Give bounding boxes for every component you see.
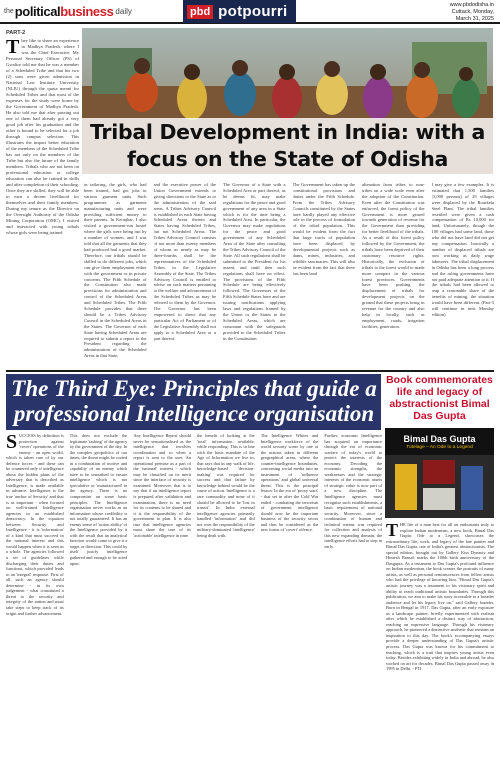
book-story-text: HE life of a man best for all art enthusiasts truly to explore Indian modernism, a new book, Bimal Das Gupta: Ode to a Legend, showcases the extraordinary life, work, and legacy of the late painter and Bimal Das Gupta, one of India's greatest abstractionists. The special edition, brought out by Gallery Kiss Dynasty and Himesh Bansal, marks the 100th birth anniversary of the Dasgupta. As a testament to Das Gupta's profound influence on Indian modernism, the book creates the portraits of many artists, as well as personal reminiscences from fellow artists who had the privilege of knowing him. "Bimal Das Gupta's artistic journey was a testament to his visionary spirit and ability to reach traditional artistic boundaries. Through this publication, we aim to make his story accessible to a broader audience and let his legacy live on," said Gallery founder. Born in Bengal in 1917, Das Gupta, after an early exposure as a landscape painter, briefly experimented with realism after which he established a distinct way of abstraction, reaching an expressive language. Through his visionary approach, he pioneered a distinctive aesthetic that remains an inspiration to this day. The book's accompanying essays provide a deeper understanding of Das Gupta's artistic process. Das Gupta was known for his commitment to teaching, which is a trait that inspires young artists even today. Besides exhibiting widely in India and abroad, he also worked on art for decades. Bimal Das Gupta passed away in 1995 in Delhi. - PTI bbox=[386, 522, 494, 672]
logo-daily: daily bbox=[115, 7, 132, 16]
masthead-info bbox=[450, 2, 494, 23]
drop-cap: T bbox=[6, 36, 20, 58]
third-eye-column-1 bbox=[6, 433, 64, 767]
drop-cap: S bbox=[6, 433, 18, 453]
feature-column-4: The Government has taken up the constitutional provisions and duties under the Fifth Schedule. From the Tribes Advisory Councils constituted by the States have hardly played any effective role in the process of formulation of the tribal population. This would be evident from the fact that large tracts of population have been displaced by developmental projects such as dams, mines, industries, and wildlife sanctuaries. This will also be evident from the fact that there has been land bbox=[292, 182, 355, 276]
left-column-text: hey like to share an experience in Madhya Pradesh, where I was the Chief Executive, My Personal Secretary Officer (PS) of Gwalior told me that he was a member of a Scheduled Tribe and that his two (2) sons were given admission in National Law Institute University (NLIU) through the quota meant for Scheduled Tribes and that most of the expenses for the study were borne by the Government of Madhya Pradesh. He also told me that after passing out one of them had already got a very good job after his graduation and the other is bound to be selected for a job through campus selection. This illustrates the impact better education of the members of the Scheduled Tribe has not only on the members of the Tribe but also the future of the family members. Tribals who are not keen on professional education or college education can also be trained in skills and after completion of their schooling. Once they are skilled, they will be able to earn a decent livelihood for themselves and their family members. During my tenure as the Director on the Oversight Authority of the Odisha Mining Corporation (OMC), I visited and interacted with young tribals whose girls were being trained bbox=[6, 38, 79, 235]
website-link[interactable]: www.pbdodisha.in bbox=[449, 2, 494, 8]
drop-cap: T bbox=[386, 522, 399, 540]
book-cover-image bbox=[385, 428, 494, 518]
third-eye-column-1-text: UCCESS by definition is protection against 'covert' operations of the enemy - an open world, which is taken care of by our defence forces - and these can be countered only if intelligence about the hidden plans of the adversary that is described as Intelligence, is made available in advance. Intelligence is the true 'anchor of Security' and that is as important - when focused on well-trained Intelligence agencies in an established democracy. In the equation between Security and Intelligence - it is 'information' of a kind that must succeed in the national interest and this would happen when it is seen as a whole. The agencies followed a set of guidelines while discharging their duties and functions, which provided leads to an 'integral' response. First of all, such an agency should determine - in its own judgement - what constituted a threat to the security and integrity of the nation and must take steps to keep track of its origin and further advancement. bbox=[6, 433, 64, 616]
logo-the: the bbox=[4, 8, 14, 15]
book-cover-subtitle: Tutelage – An Ode to a Legend bbox=[406, 445, 473, 450]
newspaper-logo[interactable] bbox=[4, 3, 132, 20]
feature-column-3: The Governor of a State with a Scheduled Area or part thereof, as he deems fit, may make regulations for the peace and good government of any area in a State which is for the time being a Scheduled Area. In particular, the Governor may make regulations for the peace and good government of any Scheduled Area of the State after consulting the Tribes Advisory Council of the State. All such regulations shall be submitted to the President for his assent, and until then such regulations shall have no effect. The provisions of the Fifth Schedule are being effectively followed. The Governors of the Fifth Schedule States have and are issuing notifications applying laws and regulations framed by the Union or the States to the Scheduled Areas, which are consonant with the safeguards provided to the Scheduled Tribes in the Constitution. bbox=[223, 182, 286, 341]
third-eye-column-5: The Intelligence Whites and Intelligence workforce of the world security scene by one of the actions taken in different geographical areas, where the counter-intelligence boundaries, concerning social media into an instrument of 'influence operations' and global universal threat. This is the principal lesson. In the era of 'proxy wars' - that set in after the Cold War ended - combating the terrorism of government intelligence should now be the important business of the security sector and thus be considered as the new forms of 'covert' offence. bbox=[260, 433, 319, 533]
section-banner bbox=[183, 0, 296, 23]
book-cover-title: Bimal Das Gupta bbox=[403, 434, 476, 444]
logo-political: political bbox=[14, 4, 61, 19]
feature-column-5: alienation from tribes to non-tribes on a wide scale even after the adoption of the Constitution. Even after the Constitution was enforced, the forest policy of the Government is more geared towards generation of revenue for the Government than providing for better livelihood of the tribals. As a result of this forest policy followed by the Government, the tribals have been deprived of their customary resource rights. Historically, the exclusion of tribals to the forest would to made more compact in the various forest provinces. Governments have been pushing the displacement of tribals for development projects on the ground that these projects bring in revenue for the country and also help in locally, such as employment, roads, irrigation facilities, generation. bbox=[362, 182, 425, 329]
edition-date: March 31, 2025 bbox=[455, 16, 494, 22]
third-eye-column-3: Any Intelligence Report should never be sensationalised as the intelligence that involves coordination and so when a report is sent to the user. An operational premise as a part of the 'national' interest - which may be classified on its merit since the interface of security is examined. Moreover, that is to say that if an intelligence report is prepared after validation and examination, there is no need for its contents to be shared and it is the responsibility of the government to plan. It is also true that intelligence agencies must share the true of its 'actionable' intelligence in time. bbox=[133, 433, 192, 538]
third-eye-column-2: This does not exclude the legitimate 'tasking' of the agency by the government of the day. In the complex geopolitics of our times, the threat might be rooted in a combination of motive and capability of an enemy which have to be unearthed to ensure intelligence which is not speculative or 'manufactured' in the agency. There is no compromise on some basic principles. The Intelligence organisation never works as an information whose credibility is not totally guaranteed. It has an enemy sense of 'action ability' of the Intelligence provided by it with the result that an analytical function would come to give it a target or direction. This could by itself justify intelligence gathered and enough to be acted upon. bbox=[69, 433, 128, 566]
third-eye-headline: The Third Eye: Principles that guide a professional Intelligence organisation bbox=[11, 376, 377, 426]
masthead bbox=[0, 0, 500, 24]
third-eye-body bbox=[6, 433, 382, 767]
third-eye-column-6: Further, economic Intelligence has acquired an importance through the era of economic warfare of today's world to protect the interests of the economy. Decoding the economic strengths, the weaknesses and the strategic interests of the economic assets of strategic value is now part of a new discipline. The Intelligence agencies must recognise such establishments, a basic requirement of national security. Moreover, since a combination of human and technical means was required for collection and analysis of this new expanding domain, the intelligence efforts had to step in early. bbox=[324, 433, 383, 549]
section-name: potpourri bbox=[218, 3, 288, 20]
logo-business: business bbox=[60, 4, 114, 19]
edition-city: Cuttack, Monday, bbox=[451, 9, 494, 15]
feature-column-1: in tailoring, the girls, who had been trained, had got jobs in various garment units. Such programmes as garments manufacturing units and were providing sufficient money to their parents. In Keonjhar, I also visited a government-run hostel where the girls were being run by a number of women, and I was told that all the garments that they had produced had a good market. Therefore, our tribals should be skilled to do different jobs, which can give them employment either with the government or in private concerns. The Fifth Schedule of the Constitution also made provisions for administration and control of the Scheduled Areas and Scheduled Tribes. The Fifth Schedule provides that there should be a Tribes Advisory Council in the Scheduled Areas in the States. The Governor of each State having Scheduled Areas are required to submit a report to the President regarding the administration of the Scheduled Areas in that State, bbox=[84, 182, 147, 359]
part-label: PART-2 bbox=[6, 30, 26, 36]
book-headline: Book commemorates life and legacy of abstractionist Bimal Das Gupta bbox=[386, 374, 493, 422]
third-eye-column-4: the benefit of looking at the 'total' information available, while responding. This is in line with the basic mandate of the Age of Information we live in, that says that in any walk of life, knowledge-based 'decision-making' was required for success and that failure by knowledge behind would be the cause of action. Intelligence is a rare commodity and none of it should be allowed to be 'lost in transit'. In India external intelligence agencies primarily handled 'information' and did not own the responsibility of the military-dominated 'intelligence' being dealt with. bbox=[197, 433, 255, 538]
section-mark: pbd bbox=[187, 5, 213, 19]
left-column-continuation bbox=[6, 30, 79, 236]
section-divider bbox=[6, 370, 494, 372]
feature-column-2: and the executive power of the Union Government extends to giving directions to the State as to the administration of the said areas. A Tribes Advisory Council is established in each State having Scheduled Areas therein and States having Scheduled Tribes, but not Scheduled Areas. The Tribes Advisory Council consists of not more than twenty members of whom as nearly as may be three-fourths shall be the representatives of the Scheduled Tribes in the Legislative Assembly of the State. The Tribes Advisory Council is entitled to advise on such matters pertaining to the welfare and advancement of the Scheduled Tribes as may be referred to them by the Governor. The Governor has been empowered to direct that any particular Act of Parliament or of the Legislative Assembly shall not apply to a Scheduled Area or a part thereof. bbox=[153, 182, 216, 341]
book-story-body bbox=[386, 522, 494, 767]
feature-body bbox=[84, 182, 494, 368]
feature-column-6: I may give a few examples. It is estimated that 1,500 families (3,000 persons) of 29 villages were displaced by the Rourkela Steel Plant. The tribal families resettled were given a cash compensation of Rs 10,000 for land, Unfortunately, though the 100 villages had some land, those who did not have land did not get any compensation. Ironically a number of displaced tribals are now working as daily wage labourers. The tribal displacement in Odisha has been a long process and the ruling governments have not paid adequate attention to it. If the tribals had been allowed to reap a reasonable share of the benefits of mining, the situation would have been different. (Part-3 will continue in next Monday edition) bbox=[431, 182, 494, 317]
feature-headline: Tribal Development in India: with a focus on the State of Odisha bbox=[90, 120, 485, 171]
